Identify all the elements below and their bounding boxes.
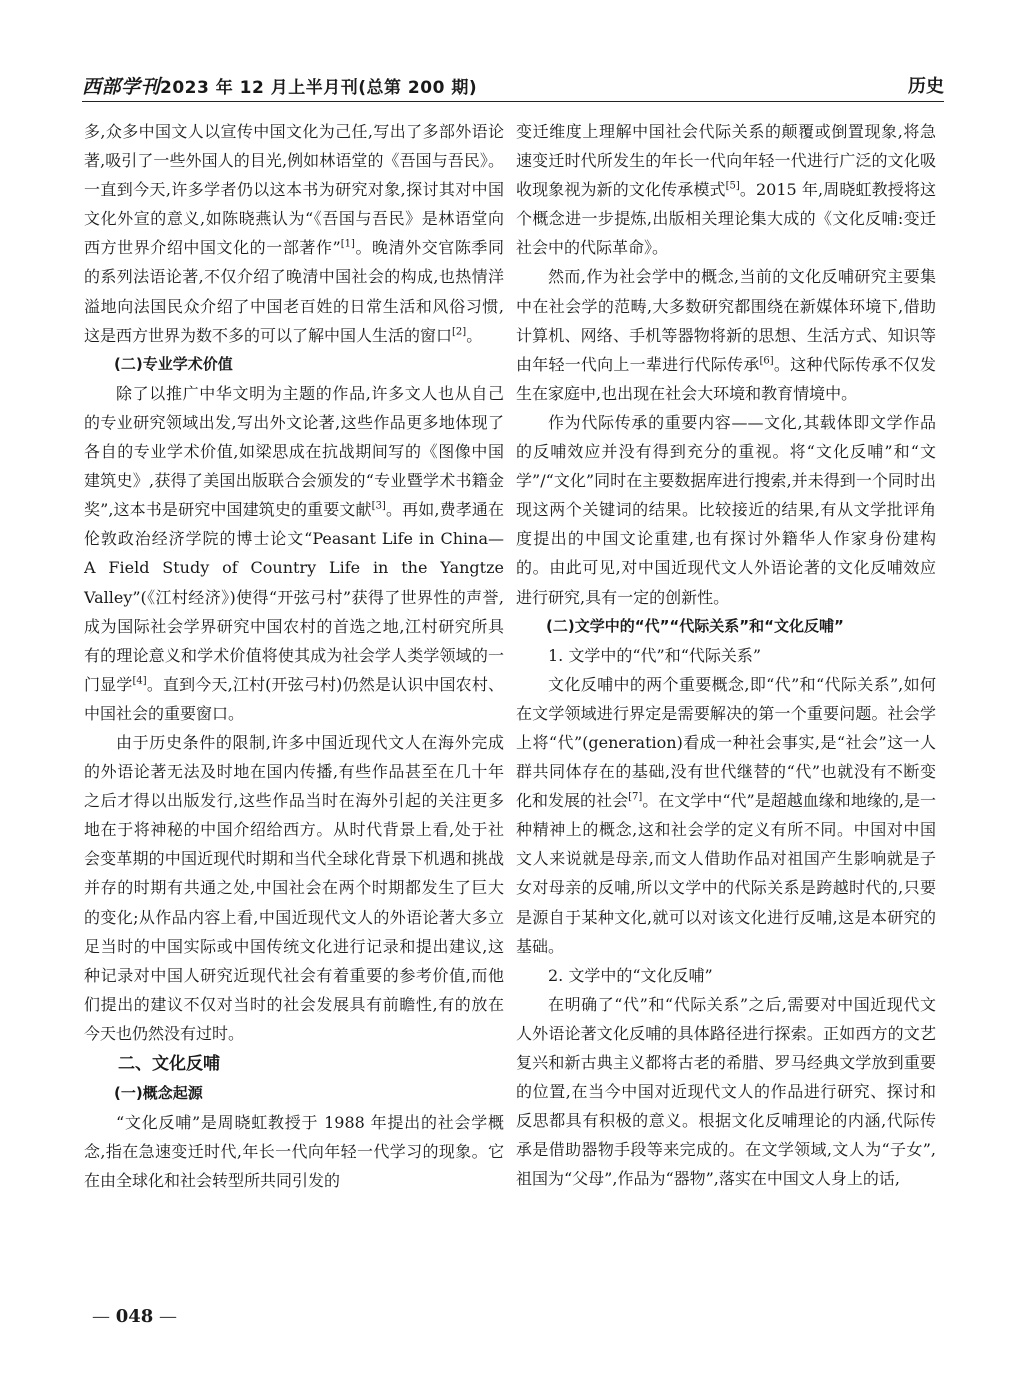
page-footer (92, 1306, 177, 1327)
subsection-heading: (一)概念起源 (114, 1084, 203, 1103)
left-column (84, 117, 504, 1195)
header-rule (82, 101, 944, 102)
section-heading: 二、文化反哺 (118, 1054, 220, 1074)
footer-dash-right: — (153, 1306, 178, 1327)
citation-ref: [6] (759, 355, 774, 367)
paragraph: 除了以推广中华文明为主题的作品,许多文人也从自己的专业研究领域出发,写出外文论著,这些作品更多地体现了各自的专业学术价值,如梁思成在抗战期间写的《图像中国建筑史》,获得了美国出版联合会颁发的“专业暨学术书籍金奖”,这本书是研究中国建筑史的重要文献[3]。再如,费孝通在伦敦政治经济学院的博士论文“Peasant Life in China— A Field Study of Country Life in the Yangtze Valley”(《江村经济》)使得“开弦弓村”获得了世界性的声誉,成为国际社会学界研究中国农村的首选之地,江村研究所具有的理论意义和学术价值将使其成为社会学人类学领域的一门显学[4]。直到今天,江村(开弦弓村)仍然是认识中国农村、中国社会的重要窗口。 (84, 383, 504, 723)
page-number: 048 (115, 1306, 154, 1327)
journal-issue-line (82, 72, 477, 99)
subsubsection-heading: 1. 文学中的“代”和“代际关系” (548, 645, 762, 665)
paragraph: “文化反哺”是周晓虹教授于 1988 年提出的社会学概念,指在急速变迁时代,年长一代向年轻一代学习的现象。它在由全球化和社会转型所共同引发的 (84, 1113, 504, 1191)
journal-logo: 西部学刊 (82, 76, 161, 98)
citation-ref: [4] (132, 675, 147, 687)
citation-ref: [2] (452, 326, 467, 338)
right-column (516, 117, 936, 1193)
running-header (82, 68, 944, 102)
paragraph: 然而,作为社会学中的概念,当前的文化反哺研究主要集中在社会学的范畴,大多数研究都围绕在新媒体环境下,借助计算机、网络、手机等器物将新的思想、生活方式、知识等由年轻一代向上一辈进行代际传承[6]。这种代际传承不仅发生在家庭中,也出现在社会大环境和教育情境中。 (516, 267, 936, 403)
section-label: 历史 (908, 76, 944, 97)
paragraph: 作为代际传承的重要内容——文化,其载体即文学作品的反哺效应并没有得到充分的重视。将“文化反哺”和“文学”/“文化”同时在主要数据库进行搜索,并未得到一个同时出现这两个关键词的结果。比较接近的结果,有从文学批评角度提出的中国文论重建,也有探讨外籍华人作家身份建构的。由此可见,对中国近现代文人外语论著的文化反哺效应进行研究,具有一定的创新性。 (516, 412, 936, 607)
citation-ref: [7] (628, 791, 643, 803)
paragraph: 变迁维度上理解中国社会代际关系的颠覆或倒置现象,将急速变迁时代所发生的年长一代向年轻一代进行广泛的文化吸收现象视为新的文化传承模式[5]。2015 年,周晓虹教授将这个概念进一步提炼,出版相关理论集大成的《文化反哺:变迁社会中的代际革命》。 (516, 122, 936, 258)
paragraph: 文化反哺中的两个重要概念,即“代”和“代际关系”,如何在文学领域进行界定是需要解决的第一个重要问题。社会学上将“代”(generation)看成一种社会事实,是“社会”这一人群共同体存在的基础,没有世代继替的“代”也就没有不断变化和发展的社会[7]。在文学中“代”是超越血缘和地缘的,是一种精神上的概念,这和社会学的定义有所不同。中国对中国文人来说就是母亲,而文人借助作品对祖国产生影响就是子女对母亲的反哺,所以文学中的代际关系是跨越时代的,只要是源自于某种文化,就可以对该文化进行反哺,这是本研究的基础。 (516, 674, 936, 956)
subsection-heading: (二)专业学术价值 (114, 354, 233, 373)
paragraph: 多,众多中国文人以宣传中国文化为己任,写出了多部外语论著,吸引了一些外国人的目光,例如林语堂的《吾国与吾民》。一直到今天,许多学者仍以这本书为研究对象,探讨其对中国文化外宣的意义,如陈晓燕认为“《吾国与吾民》是林语堂向西方世界介绍中国文化的一部著作”[1]。晚清外交官陈季同的系列法语论著,不仅介绍了晚清中国社会的构成,也热情洋溢地向法国民众介绍了中国老百姓的日常生活和风俗习惯,这是西方世界为数不多的可以了解中国人生活的窗口[2]。 (84, 122, 504, 345)
citation-ref: [5] (725, 180, 740, 192)
citation-ref: [3] (371, 500, 386, 512)
subsection-heading: (二)文学中的“代”“代际关系”和“文化反哺” (546, 616, 844, 635)
footer-dash-left: — (92, 1306, 116, 1327)
subsubsection-heading: 2. 文学中的“文化反哺” (548, 965, 713, 985)
paragraph: 由于历史条件的限制,许多中国近现代文人在海外完成的外语论著无法及时地在国内传播,有些作品甚至在几十年之后才得以出版发行,这些作品当时在海外引起的关注更多地在于将神秘的中国介绍给西方。从时代背景上看,处于社会变革期的中国近现代时期和当代全球化背景下机遇和挑战并存的时期有共通之处,中国社会在两个时期都发生了巨大的变化;从作品内容上看,中国近现代文人的外语论著大多立足当时的中国实际或中国传统文化进行记录和提出建议,这种记录对中国人研究近现代社会有着重要的参考价值,而他们提出的建议不仅对当时的社会发展具有前瞻性,有的放在今天也仍然没有过时。 (84, 732, 504, 1043)
issue-label: 2023 年 12 月上半月刊(总第 200 期) (160, 78, 478, 98)
paragraph: 在明确了“代”和“代际关系”之后,需要对中国近现代文人外语论著文化反哺的具体路径进行探索。正如西方的文艺复兴和新古典主义都将古老的希腊、罗马经典文学放到重要的位置,在当今中国对近现代文人的作品进行研究、探讨和反思都具有积极的意义。根据文化反哺理论的内涵,代际传承是借助器物手段等来完成的。在文学领域,文人为“子女”,祖国为“父母”,作品为“器物”,落实在中国文人身上的话, (516, 994, 936, 1189)
citation-ref: [1] (340, 239, 355, 251)
